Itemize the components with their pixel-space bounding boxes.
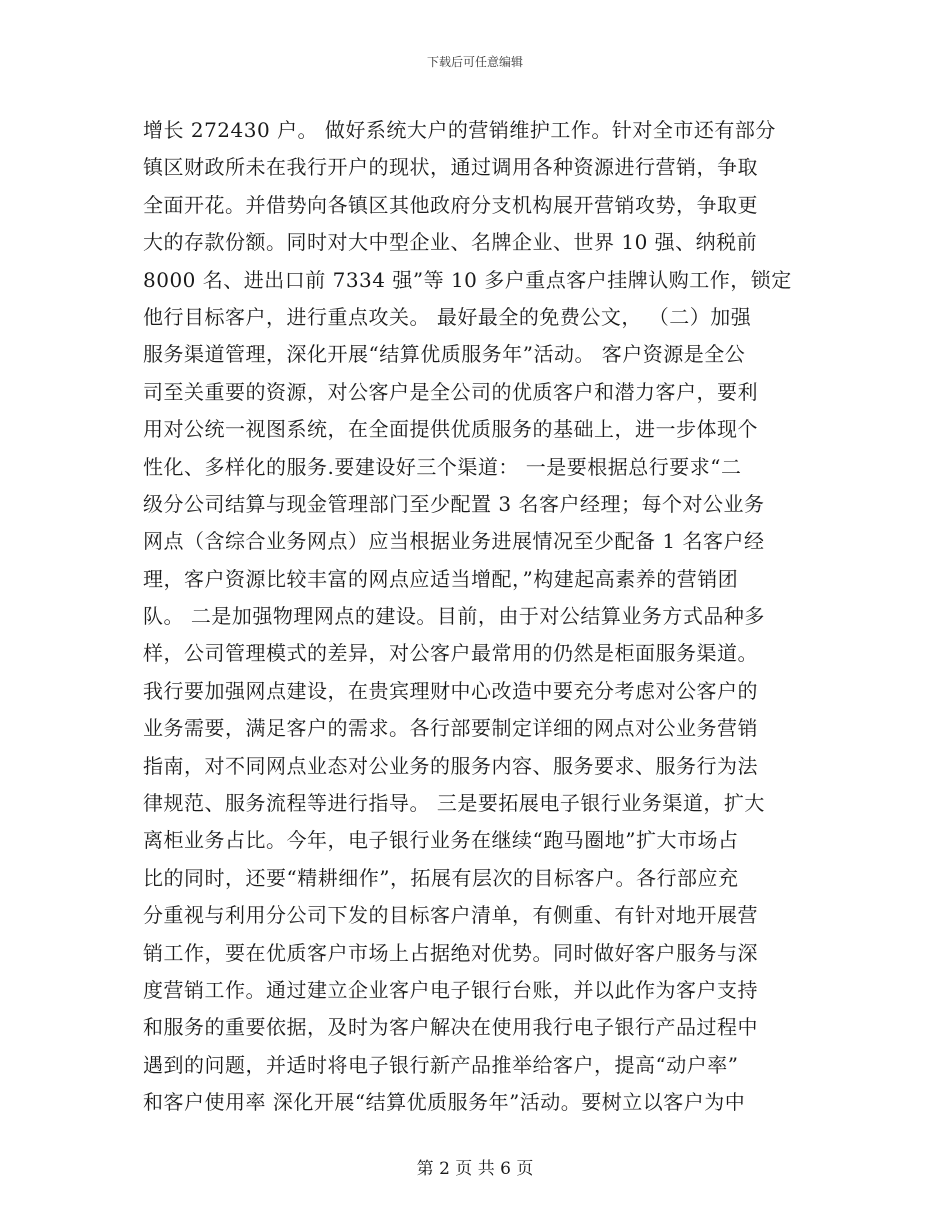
- body-line: 性化、多样化的服务.要建设好三个渠道： 一是要根据总行要求“二: [143, 454, 742, 479]
- body-line: 律规范、服务流程等进行指导。 三是要拓展电子银行业务渠道，扩大: [143, 791, 765, 816]
- body-line: 网点（含综合业务网点）应当根据业务进展情况至少配备 1 名客户经: [143, 529, 765, 554]
- body-line: 他行目标客户，进行重点攻关。 最好最全的免费公文， （二）加强: [143, 304, 752, 329]
- body-line: 8000 名、进出口前 7334 强”等 10 多户重点客户挂牌认购工作，锁定: [143, 267, 792, 292]
- body-line: 比的同时，还要“精耕细作”，拓展有层次的目标客户。各行部应充: [143, 865, 739, 890]
- body-line: 全面开花。并借势向各镇区其他政府分支机构展开营销攻势，争取更: [143, 192, 758, 217]
- body-line: 样，公司管理模式的差异，对公客户最常用的仍然是柜面服务渠道。: [143, 641, 758, 666]
- body-line: 指南，对不同网点业态对公业务的服务内容、服务要求、服务行为法: [143, 753, 758, 778]
- page-number: 第 2 页 共 6 页: [416, 1159, 534, 1179]
- body-line: 销工作，要在优质客户市场上占据绝对优势。同时做好客户服务与深: [143, 940, 758, 965]
- body-line: 级分公司结算与现金管理部门至少配置 3 名客户经理；每个对公业务: [143, 491, 765, 516]
- body-line: 用对公统一视图系统，在全面提供优质服务的基础上，进一步体现个: [143, 417, 758, 442]
- document-body: [143, 112, 805, 1122]
- body-line: 和服务的重要依据，及时为客户解决在使用我行电子银行产品过程中: [143, 1015, 758, 1040]
- body-line: 理，客户资源比较丰富的网点应适当增配，”构建起高素养的营销团: [143, 566, 739, 591]
- body-line: 我行要加强网点建设，在贵宾理财中心改造中要充分考虑对公客户的: [143, 678, 758, 703]
- body-line: 镇区财政所未在我行开户的现状，通过调用各种资源进行营销，争取: [143, 155, 758, 180]
- body-line: 队。 二是加强物理网点的建设。目前，由于对公结算业务方式品种多: [143, 604, 765, 629]
- body-line: 增长 272430 户。 做好系统大户的营销维护工作。针对全市还有部分: [143, 118, 776, 142]
- body-line: 司至关重要的资源，对公客户是全公司的优质客户和潜力客户，要利: [143, 379, 758, 404]
- body-line: 遇到的问题，并适时将电子银行新产品推举给客户，提高“动户率”: [143, 1052, 739, 1077]
- body-line: 业务需要，满足客户的需求。各行部要制定详细的网点对公业务营销: [143, 716, 758, 741]
- header-note: 下载后可任意编辑: [426, 55, 523, 69]
- body-line: 离柜业务占比。今年，电子银行业务在继续“跑马圈地”扩大市场占: [143, 828, 739, 853]
- body-line: 服务渠道管理，深化开展“结算优质服务年”活动。 客户资源是全公: [143, 342, 746, 367]
- body-line: 和客户使用率 深化开展“结算优质服务年”活动。要树立以客户为中: [143, 1090, 746, 1115]
- body-line: 分重视与利用分公司下发的目标客户清单，有侧重、有针对地开展营: [143, 903, 758, 928]
- body-line: 度营销工作。通过建立企业客户电子银行台账，并以此作为客户支持: [143, 977, 758, 1002]
- body-line: 大的存款份额。同时对大中型企业、名牌企业、世界 10 强、纳税前: [143, 230, 758, 255]
